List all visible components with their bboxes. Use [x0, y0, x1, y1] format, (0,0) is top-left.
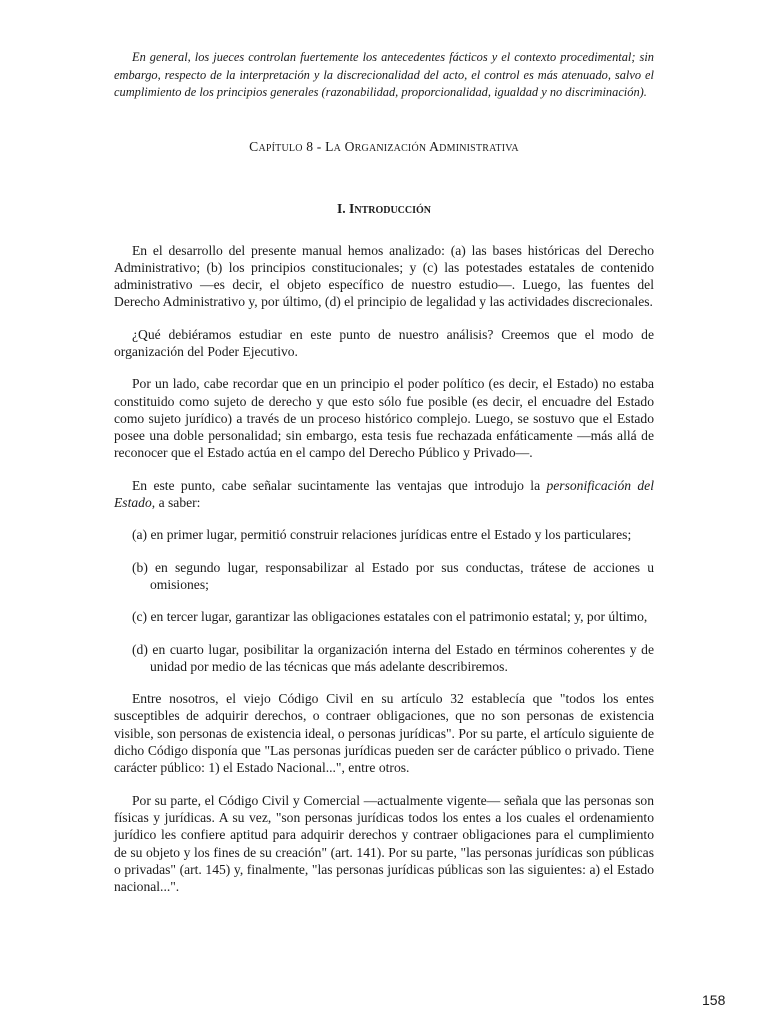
list-item-d: (d) en cuarto lugar, posibilitar la organización interna del Estado en términos coherentes y de unidad por medio de las técnicas que más adelante describiremos.	[132, 641, 654, 674]
paragraph-4-before: En este punto, cabe señalar sucintamente las ventajas que introdujo la	[132, 477, 547, 493]
paragraph-5: Entre nosotros, el viejo Código Civil en su artículo 32 establecía que "todos los entes susceptibles de adquirir derechos, o contraer obligaciones, que no son personas de existencia visible, son personas de existencia ideal, o personas jurídicas". Por su parte, el artículo siguiente de dicho Código disponía que "Las personas jurídicas pueden ser de carácter público o privado. Tiene carácter público: 1) el Estado Nacional...", entre otros.	[114, 691, 654, 776]
page-number: 158	[702, 992, 726, 1008]
paragraph-2: ¿Qué debiéramos estudiar en este punto de nuestro análisis? Creemos que el modo de organización del Poder Ejecutivo.	[114, 326, 654, 359]
paragraph-4-after: , a saber:	[151, 495, 201, 511]
list-item-a: (a) en primer lugar, permitió construir relaciones jurídicas entre el Estado y los particulares;	[132, 527, 632, 543]
paragraph-3: Por un lado, cabe recordar que en un principio el poder político (es decir, el Estado) no estaba constituido como sujeto de derecho y que esto sólo fue posible (es decir, el encuadre del Estado como sujeto jurídico) a través de un proceso histórico complejo. Luego, se sostuvo que el Estado posee una doble personalidad; sin embargo, esta tesis fue rechazada enfáticamente —más allá de reconocer que el Estado actúa en el campo del Derecho Público y Privado—.	[114, 376, 654, 461]
paragraph-4-emphasis: personificación del Estado	[114, 477, 654, 511]
paragraph-1: En el desarrollo del presente manual hemos analizado: (a) las bases históricas del Derecho Administrativo; (b) los principios constitucionales; y (c) las potestades estatales de contenido administrativo —es decir, el objeto específico de nuestro estudio—. Luego, las fuentes del Derecho Administrativo y, por último, (d) el principio de legalidad y las actividades discrecionales.	[114, 242, 654, 310]
chapter-title: Capítulo 8 - La Organización Administrativa	[249, 138, 519, 154]
section-title: I. Introducción	[336, 200, 432, 216]
document-page	[114, 49, 654, 895]
paragraph-6: Por su parte, el Código Civil y Comercial —actualmente vigente— señala que las personas son físicas y jurídicas. A su vez, "son personas jurídicas todos los entes a los cuales el ordenamiento jurídico les confiere aptitud para adquirir derechos y contraer obligaciones para el cumplimiento de su objeto y los fines de su creación" (art. 141). Por su parte, "las personas jurídicas son públicas o privadas" (art. 145) y, finalmente, "las personas jurídicas públicas son las siguientes: a) el Estado nacional...".	[114, 792, 654, 895]
list-item-c: (c) en tercer lugar, garantizar las obligaciones estatales con el patrimonio estatal; y, por último,	[132, 609, 648, 625]
paragraph-4	[114, 477, 654, 512]
intro-note: En general, los jueces controlan fuertemente los antecedentes fácticos y el contexto procedimental; sin embargo, respecto de la interpretación y la discrecionalidad del acto, el control es más atenuado, salvo el cumplimiento de los principios generales (razonabilidad, proporcionalidad, igualdad y no discriminación).	[114, 50, 654, 99]
list-item-b: (b) en segundo lugar, responsabilizar al Estado por sus conductas, trátese de acciones u omisiones;	[132, 559, 654, 592]
